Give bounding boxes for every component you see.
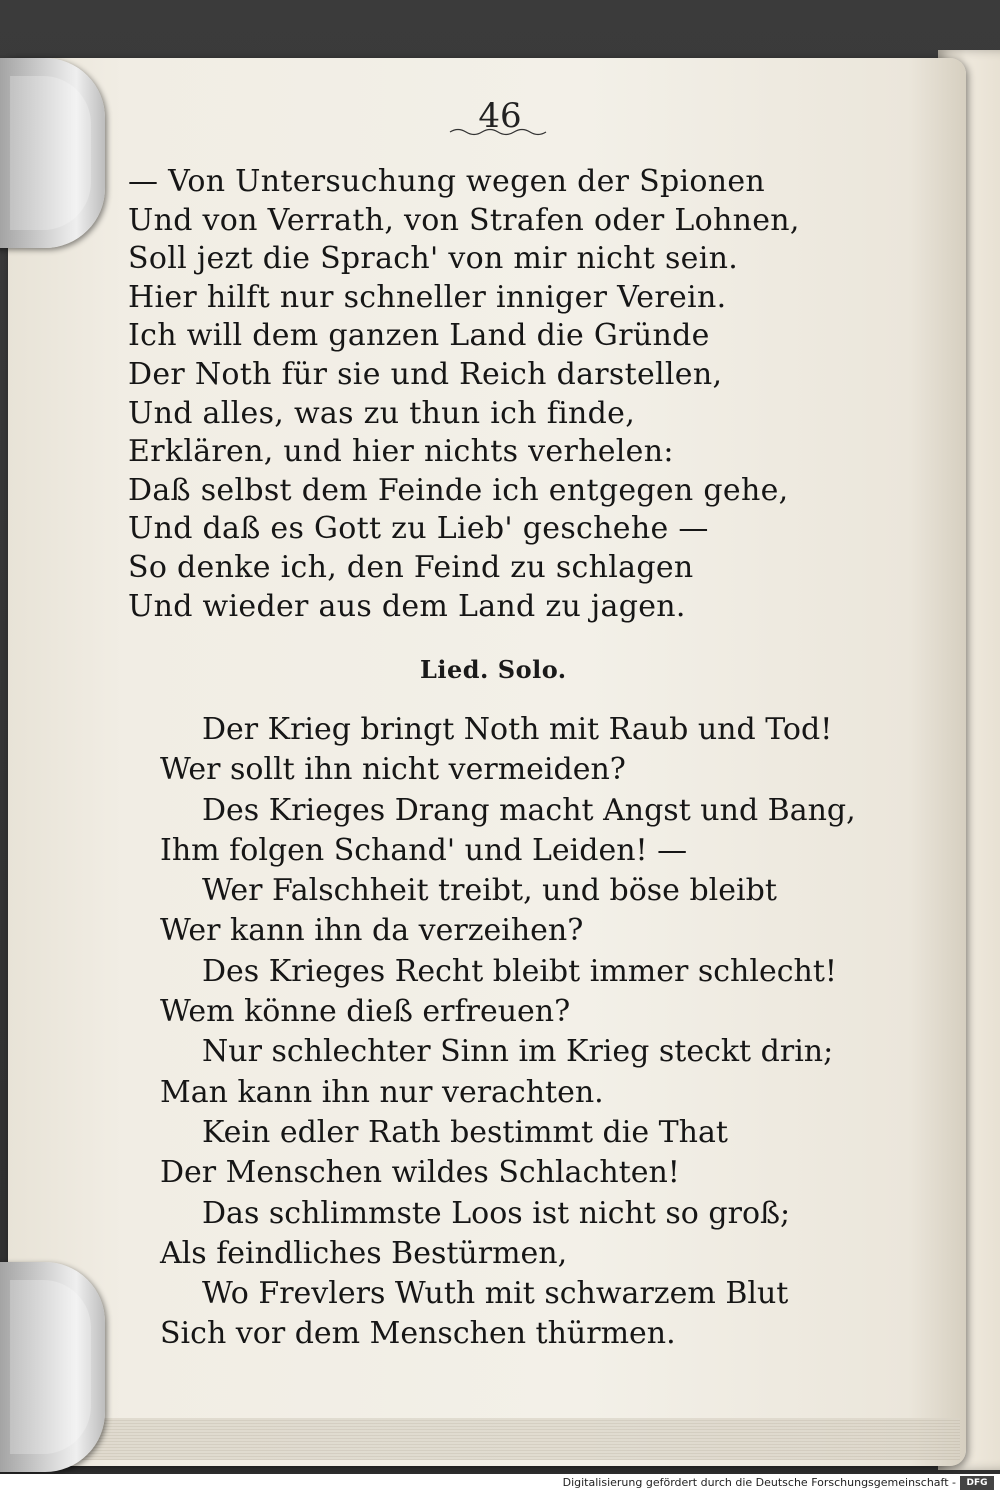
poem-line: — Von Untersuchung wegen der Spionen (128, 164, 766, 199)
poem-line: Der Noth für sie und Reich darstellen, (128, 356, 723, 392)
song-line: Als feindliches Bestürmen, (160, 1235, 568, 1271)
poem-line: Und von Verrath, von Strafen oder Lohnen, (128, 202, 800, 238)
song-line: Ihm folgen Schand' und Leiden! — (160, 832, 688, 868)
song-line: Der Krieg bringt Noth mit Raub und Tod! (202, 712, 833, 747)
song-line: Wem könne dieß erfreuen? (160, 994, 571, 1030)
page-number: 46 (478, 96, 522, 136)
poem-line: Soll jezt die Sprach' von mir nicht sein. (128, 241, 739, 277)
poem-line: Hier hilft nur schneller inniger Verein. (128, 279, 727, 315)
binder-clip-bottom (0, 1262, 105, 1472)
poem-line: Daß selbst dem Feinde ich entgegen gehe, (128, 472, 789, 508)
song-line: Sich vor dem Menschen thürmen. (160, 1316, 676, 1352)
page-stack-edge (0, 1418, 960, 1460)
poem-line: Ich will dem ganzen Land die Gründe (128, 318, 710, 354)
poem-block (128, 163, 888, 626)
song-heading: Lied. Solo. (420, 655, 567, 684)
binder-clip-top (0, 58, 105, 248)
footer-credit: Digitalisierung gefördert durch die Deutsche Forschungsgemeinschaft - (562, 1476, 956, 1489)
poem-line: Erklären, und hier nichts verhelen: (128, 434, 674, 470)
poem-line: Und alles, was zu thun ich finde, (128, 395, 636, 431)
song-block (160, 710, 880, 1355)
song-line: Nur schlechter Sinn im Krieg steckt drin; (202, 1034, 834, 1070)
song-line: Wer kann ihn da verzeihen? (160, 913, 584, 949)
song-line: Das schlimmste Loos ist nicht so groß; (202, 1195, 791, 1231)
song-line: Wer Falschheit treibt, und böse bleibt (202, 873, 777, 909)
song-line: Des Krieges Drang macht Angst und Bang, (202, 792, 856, 828)
song-line: Der Menschen wildes Schlachten! (160, 1155, 680, 1191)
song-line: Wer sollt ihn nicht vermeiden? (160, 752, 626, 788)
poem-line: Und wieder aus dem Land zu jagen. (128, 588, 686, 624)
song-line: Des Krieges Recht bleibt immer schlecht! (202, 953, 837, 989)
poem-line: Und daß es Gott zu Lieb' geschehe — (128, 511, 709, 547)
page-number-flourish (448, 126, 548, 138)
song-line: Man kann ihn nur verachten. (160, 1074, 604, 1110)
poem-line: So denke ich, den Feind zu schlagen (128, 549, 694, 585)
song-line: Wo Frevlers Wuth mit schwarzem Blut (202, 1276, 789, 1312)
dfg-logo: DFG (960, 1476, 994, 1490)
song-line: Kein edler Rath bestimmt die That (202, 1114, 728, 1150)
footer-bar (0, 1474, 1000, 1494)
